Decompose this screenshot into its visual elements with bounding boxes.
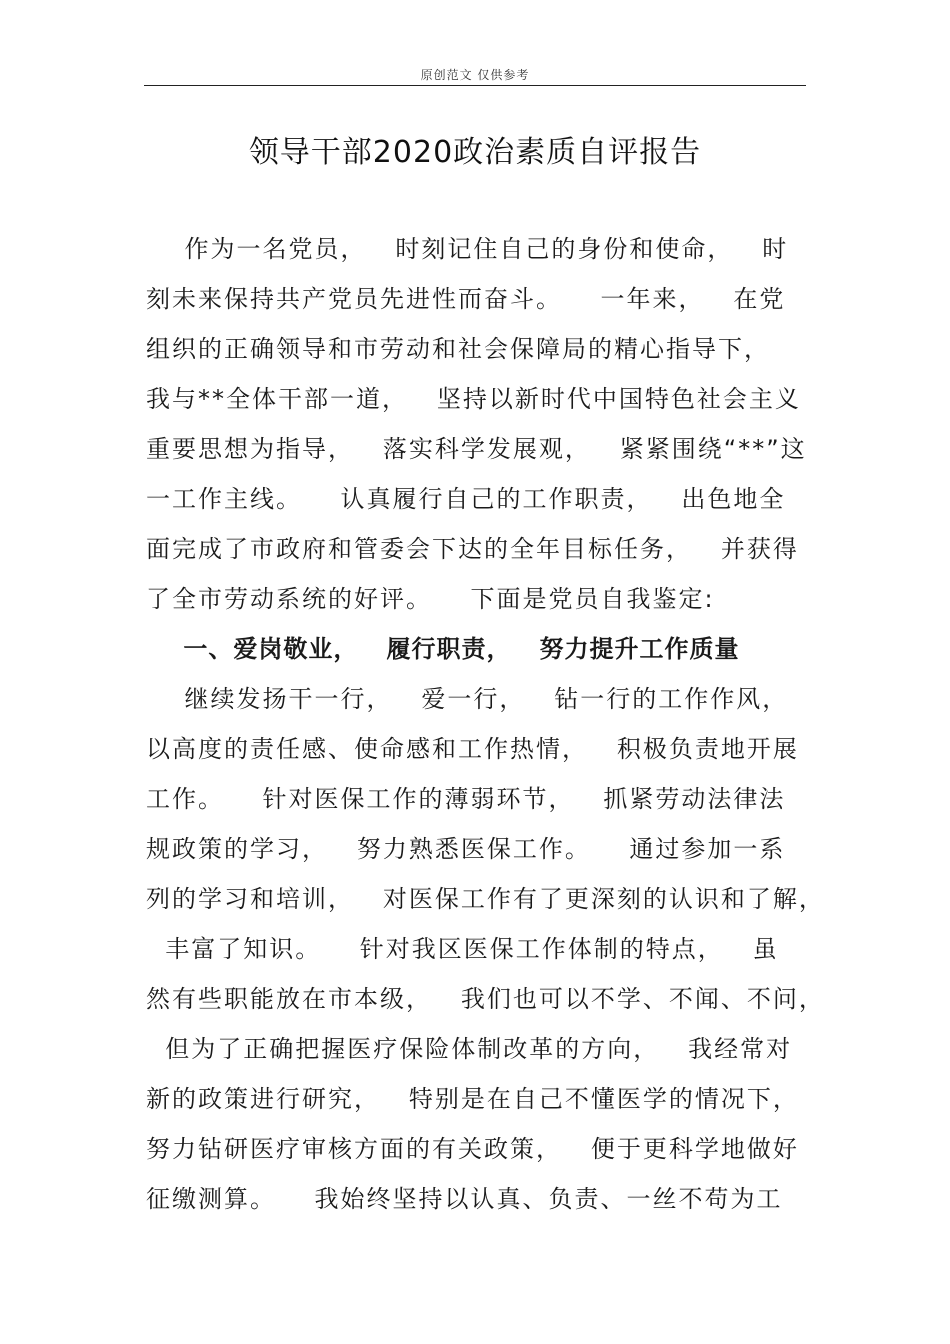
body-line: 一工作主线。 认真履行自己的工作职责， 出色地全 [146, 485, 786, 513]
body-line: 继续发扬干一行， 爱一行， 钻一行的工作作风， [146, 685, 789, 713]
header-rule [144, 85, 806, 86]
page-header: 原创范文 仅供参考 [420, 68, 530, 82]
body-line: 丰富了知识。 针对我区医保工作体制的特点， 虽 [146, 935, 779, 963]
body-line: 作为一名党员， 时刻记住自己的身份和使命， 时 [146, 235, 789, 263]
body-line: 列的学习和培训， 对医保工作有了更深刻的认识和了解， [146, 885, 825, 913]
body-line: 我与**全体干部一道， 坚持以新时代中国特色社会主义 [146, 385, 801, 413]
body-line: 刻未来保持共产党员先进性而奋斗。 一年来， 在党 [146, 285, 786, 313]
body-line: 然有些职能放在市本级， 我们也可以不学、不闻、不问， [146, 985, 825, 1013]
body-line: 但为了正确把握医疗保险体制改革的方向， 我经常对 [146, 1035, 793, 1063]
body-line: 组织的正确领导和市劳动和社会保障局的精心指导下， [146, 335, 770, 363]
body-line: 面完成了市政府和管委会下达的全年目标任务， 并获得 [146, 535, 799, 563]
body-line: 了全市劳动系统的好评。 下面是党员自我鉴定: [146, 585, 715, 613]
body-line: 重要思想为指导， 落实科学发展观， 紧紧围绕“**”这 [146, 435, 807, 463]
body-line: 新的政策进行研究， 特别是在自己不懂医学的情况下， [146, 1085, 799, 1113]
body-line: 努力钻研医疗审核方面的有关政策， 便于更科学地做好 [146, 1135, 799, 1163]
body-line: 以高度的责任感、使命感和工作热情， 积极负责地开展 [146, 735, 799, 763]
body-line: 征缴测算。 我始终坚持以认真、负责、一丝不苟为工 [146, 1185, 783, 1213]
document-title: 领导干部2020政治素质自评报告 [248, 135, 702, 170]
body-line: 规政策的学习， 努力熟悉医保工作。 通过参加一系 [146, 835, 786, 863]
body-line: 工作。 针对医保工作的薄弱环节， 抓紧劳动法律法 [146, 785, 786, 813]
section-heading: 一、爱岗敬业， 履行职责， 努力提升工作质量 [146, 635, 740, 663]
